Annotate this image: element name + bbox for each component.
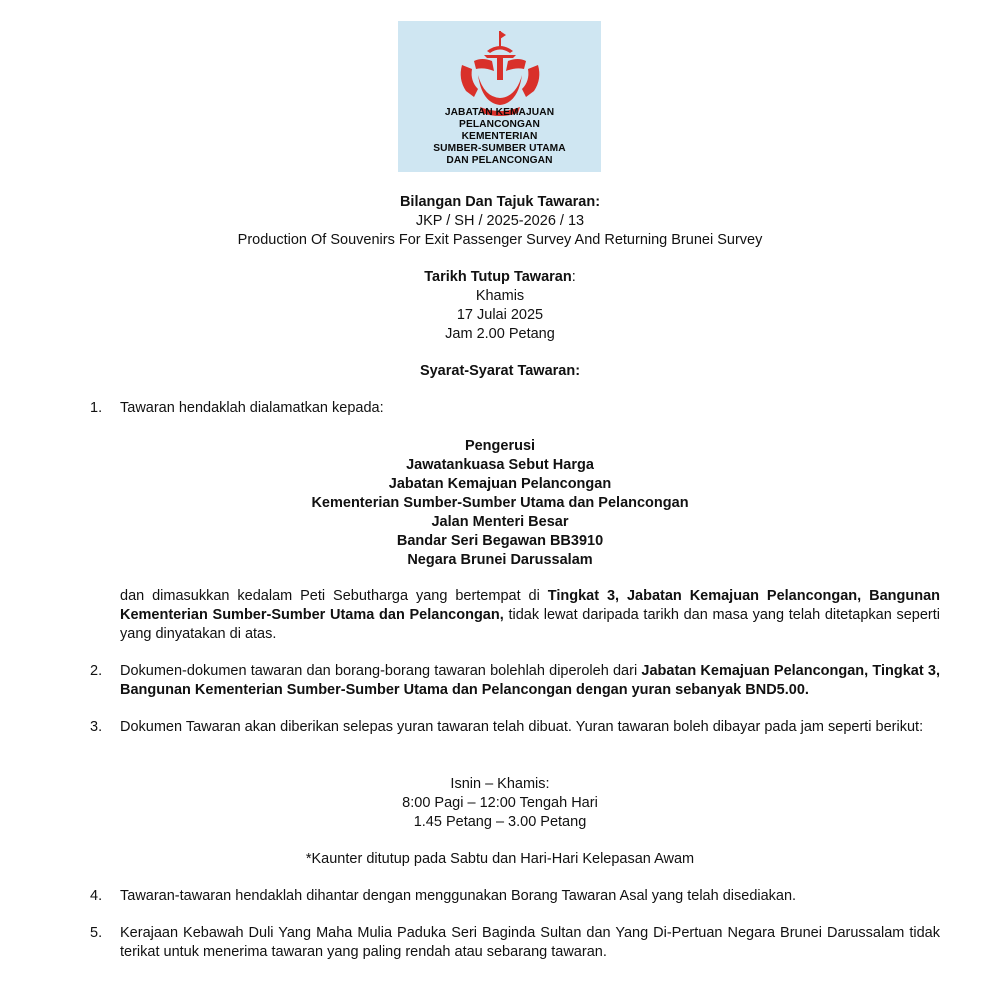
address-line: Pengerusi [464, 438, 536, 454]
item-number: 3. [90, 719, 103, 735]
office-hours-line: 1.45 Petang – 3.00 Petang [413, 814, 587, 830]
counter-note: *Kaunter ditutup pada Sabtu dan Hari-Hari Kelepasan Awam [305, 851, 695, 867]
closing-heading: Tarikh Tutup Tawaran [424, 269, 572, 285]
conditions-heading: Syarat-Syarat Tawaran: [419, 363, 581, 379]
item-number: 2. [90, 663, 103, 679]
address-line: Jabatan Kemajuan Pelancongan [388, 476, 612, 492]
tender-number: JKP / SH / 2025-2026 / 13 [415, 213, 585, 229]
department-logo [398, 21, 601, 172]
address-line: Kementerian Sumber-Sumber Utama dan Pelancongan [311, 495, 689, 511]
item-text: Tawaran-tawaran hendaklah dihantar dengan menggunakan Borang Tawaran Asal yang telah disediakan. [120, 888, 797, 904]
closing-date: 17 Julai 2025 [456, 307, 544, 323]
tender-number-heading: Bilangan Dan Tajuk Tawaran: [399, 194, 601, 210]
address-line: Bandar Seri Begawan BB3910 [396, 533, 604, 549]
address-line: Negara Brunei Darussalam [407, 552, 593, 568]
item-text: Kerajaan Kebawah Duli Yang Maha Mulia Paduka Seri Baginda Sultan dan Yang Di-Pertuan Negara Brunei Darussalam tidak terikat untuk menerima tawaran yang paling rendah atau sebarang tawaran. [120, 925, 940, 960]
item-text-plain: Dokumen-dokumen tawaran dan borang-borang tawaran bolehlah diperoleh dari [120, 663, 642, 679]
item-number: 1. [90, 400, 103, 416]
item-number: 5. [90, 925, 103, 941]
closing-time: Jam 2.00 Petang [445, 326, 555, 342]
item-text-bold: Jabatan Kemajuan Pelancongan, Tingkat 3, Bangunan Kementerian Sumber-Sumber Utama dan Pelancongan dengan yuran sebanyak BND5.00. [120, 663, 940, 698]
office-hours-line: Isnin – Khamis: [450, 776, 550, 792]
item-text: Tawaran hendaklah dialamatkan kepada: [120, 400, 384, 416]
logo-line: DAN PELANCONGAN [446, 155, 553, 166]
logo-text [398, 107, 601, 167]
logo-line: JABATAN KEMAJUAN [444, 107, 555, 118]
item-text: Dokumen Tawaran akan diberikan selepas yuran tawaran telah dibuat. Yuran tawaran boleh dibayar pada jam seperti berikut: [120, 719, 924, 735]
brunei-crest-icon [454, 27, 546, 119]
item-number: 4. [90, 888, 103, 904]
submission-location: Tingkat 3, Jabatan Kemajuan Pelancongan, Bangunan Kementerian Sumber-Sumber Utama dan Pelancongan, [120, 588, 940, 623]
address-line: Jalan Menteri Besar [431, 514, 569, 530]
logo-line: KEMENTERIAN [461, 131, 538, 142]
closing-heading-line [0, 268, 1000, 287]
submission-paragraph [120, 587, 940, 644]
submission-text: dan dimasukkan kedalam Peti Sebutharga yang bertempat di [120, 588, 548, 604]
item-text [120, 662, 940, 700]
closing-day: Khamis [475, 288, 525, 304]
address-line: Jawatankuasa Sebut Harga [406, 457, 594, 473]
logo-line: PELANCONGAN [459, 119, 540, 130]
submission-deadline-text: tidak lewat daripada tarikh dan masa yang telah ditetapkan seperti yang dinyatakan di atas. [120, 607, 940, 642]
tender-title: Production Of Souvenirs For Exit Passenger Survey And Returning Brunei Survey [237, 232, 763, 248]
closing-colon: : [571, 269, 576, 285]
office-hours-line: 8:00 Pagi – 12:00 Tengah Hari [402, 795, 598, 811]
logo-line: SUMBER-SUMBER UTAMA [433, 143, 566, 154]
